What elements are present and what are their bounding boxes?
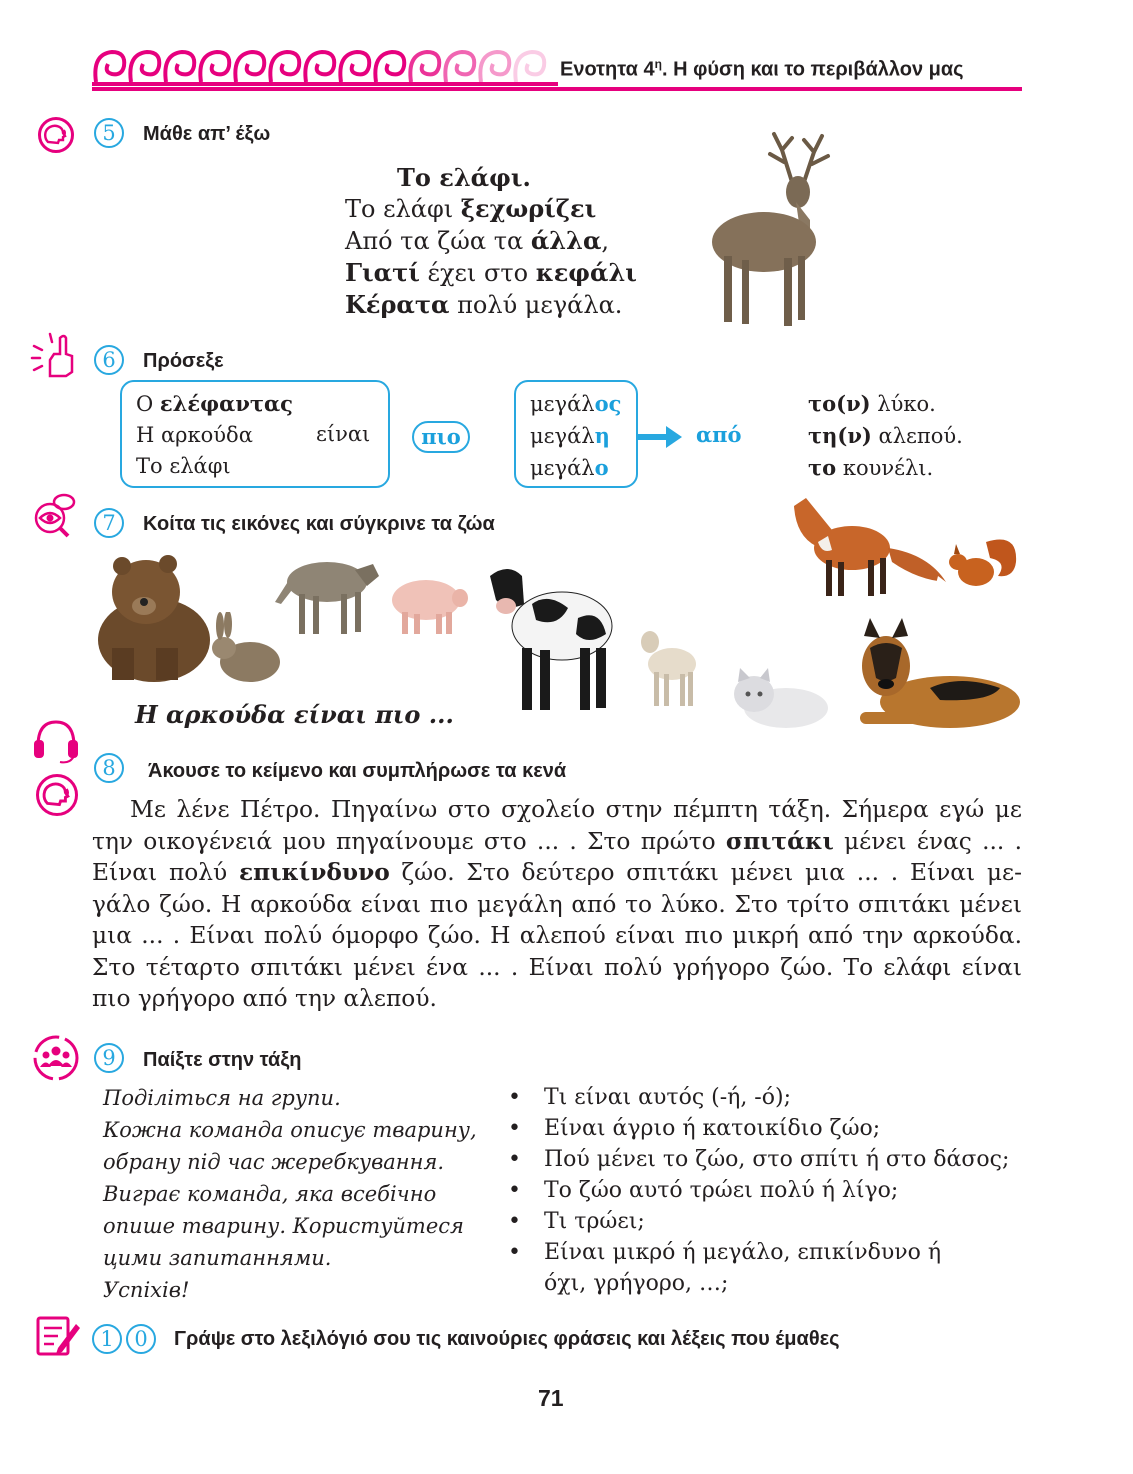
wave-swirl	[340, 52, 369, 82]
chapter-title: Ενοτητα $4^\eta$. Η φύση και το περιβάλλον μας	[560, 57, 964, 81]
section-9-title: Παίξτε στην τάξη	[143, 1049, 302, 1071]
exercise-number-10-digit-2: 0	[126, 1324, 156, 1354]
hand-pointing-icon	[30, 332, 78, 378]
comparison-example: Η αρκούδα είναι πιο ...	[135, 700, 454, 729]
wave-swirl	[305, 52, 334, 82]
fox-image	[788, 496, 948, 600]
wave-swirl	[515, 52, 544, 82]
cat-image	[726, 664, 830, 730]
wave-swirl	[480, 52, 509, 82]
text-line: Με λένε Πέτρο. Πηγαίνω στο σχολείο στην πέμπτη τάξη. Σήμερα εγώ με	[130, 796, 1022, 823]
poem-line-1: Το ελάφι ξεχωρίζει	[345, 194, 597, 223]
exercise-number-7: 7	[94, 508, 124, 538]
text-line: Στο τέταρτο σπιτάκι μένει ένα ... . Είναι πολύ γρήγορο ζώο. Το ελάφι είναι	[92, 953, 1022, 981]
poem-line-2: Από τα ζώα τα άλλα,	[345, 226, 610, 255]
pig-image	[386, 572, 470, 636]
squirrel-image	[946, 532, 1020, 592]
section-10-title: Γράψε στο λεξιλόγιό σου τις καινούριες φράσεις και λέξεις που έμαθες	[174, 1328, 840, 1350]
listening-text	[92, 794, 1022, 1015]
ukrainian-instructions: Поділіться на групи. Кожна команда описує тварину, обрану під час жеребкування. Виграє команда, яка всебічно опише тварину. Користуйтеся цими запитаннями. Успіхів!	[103, 1086, 477, 1302]
wave-swirl	[410, 52, 439, 82]
verb-einai: είναι	[316, 422, 371, 446]
object-list: το(ν) λύκο. τη(ν) αλεπού. το κουνέλι.	[808, 391, 963, 480]
wave-swirl	[165, 52, 194, 82]
section-8-title: Άκουσε το κείμενο και συμπλήρωσε τα κενά	[148, 760, 567, 782]
list-item: • Είναι μικρό ή μεγάλο, επικίνδυνο ή	[506, 1237, 1009, 1268]
rabbit-image	[204, 612, 284, 684]
dog-image	[840, 618, 1030, 736]
eye-magnifier-icon	[30, 490, 84, 538]
list-item: • Τι τρώει;	[506, 1206, 1009, 1237]
exercise-number-5: 5	[94, 118, 124, 148]
poem-line-3: Γιατί έχει στο κεφάλι	[345, 258, 637, 287]
exercise-number-10-digit-1: 1	[92, 1324, 122, 1354]
pio-oval: πιο	[412, 421, 470, 453]
header-wave-ornament	[88, 44, 568, 88]
text-line: μια ... . Είναι πολύ όμορφο ζώο. Η αλεπού είναι πιο μικρή από την αρκούδα.	[92, 922, 1022, 949]
speaking-head-icon	[38, 117, 74, 153]
header-rule	[92, 87, 1022, 91]
wave-swirl	[375, 52, 404, 82]
goat-image	[636, 622, 702, 708]
exercise-number-6: 6	[94, 345, 124, 375]
apo-label: από	[696, 422, 742, 447]
headphones-icon	[30, 716, 82, 764]
wave-swirl	[445, 52, 474, 82]
list-item: • Είναι άγριο ή κατοικίδιο ζώο;	[506, 1113, 1009, 1144]
bear-image	[92, 548, 212, 682]
poem	[345, 162, 637, 321]
exercise-number-9: 9	[94, 1043, 124, 1073]
list-item-continuation: όχι, γρήγορο, …;	[544, 1271, 729, 1296]
arrow-right-icon	[638, 424, 684, 450]
wave-swirl	[235, 52, 264, 82]
speaking-head-icon	[36, 774, 78, 816]
exercise-number-8: 8	[94, 753, 124, 783]
poem-line-4: Κέρατα πολύ μεγάλα.	[345, 290, 623, 319]
text-line: την οικογένειά μου πηγαίνουμε στο ... . Στο πρώτο σπιτάκι μένει ένας ... .	[92, 827, 1022, 855]
subject-list: Ο ελέφαντας Η αρκούδα Το ελάφι	[136, 391, 293, 478]
section-6-title: Πρόσεξε	[143, 350, 224, 372]
wave-swirl	[200, 52, 229, 82]
section-5-title: Μάθε απ’ έξω	[143, 123, 271, 145]
text-line: γάλο ζώο. Η αρκούδα είναι πιο μεγάλη από το λύκο. Στο τρίτο σπιτάκι μένει	[92, 890, 1022, 918]
wolf-image	[275, 540, 385, 638]
poem-title: Το ελάφι.	[397, 163, 531, 192]
page-number: 71	[538, 1385, 564, 1411]
deer-image	[700, 130, 860, 335]
list-item: • Το ζώο αυτό τρώει πολύ ή λίγο;	[506, 1175, 1009, 1206]
cow-image	[488, 548, 618, 714]
list-item: • Πού μένει το ζώο, στο σπίτι ή στο δάσος;	[506, 1144, 1009, 1175]
section-7-title: Κοίτα τις εικόνες και σύγκρινε τα ζώα	[143, 513, 495, 535]
adjective-list: μεγάλος μεγάλη μεγάλο	[530, 391, 622, 480]
wave-swirl	[270, 52, 299, 82]
text-line: πιο γρήγορο από την αλεπού.	[92, 985, 437, 1012]
group-people-icon	[32, 1034, 80, 1082]
question-list	[506, 1082, 1009, 1299]
list-item: • Τι είναι αυτός (-ή, -ό);	[506, 1082, 1009, 1113]
notebook-pencil-icon	[34, 1314, 82, 1358]
text-line: Είναι πολύ επικίνδυνο ζώο. Στο δεύτερο σπιτάκι μένει μια ... . Είναι με-	[92, 859, 1022, 886]
wave-swirl	[95, 52, 124, 82]
wave-swirl	[130, 52, 159, 82]
